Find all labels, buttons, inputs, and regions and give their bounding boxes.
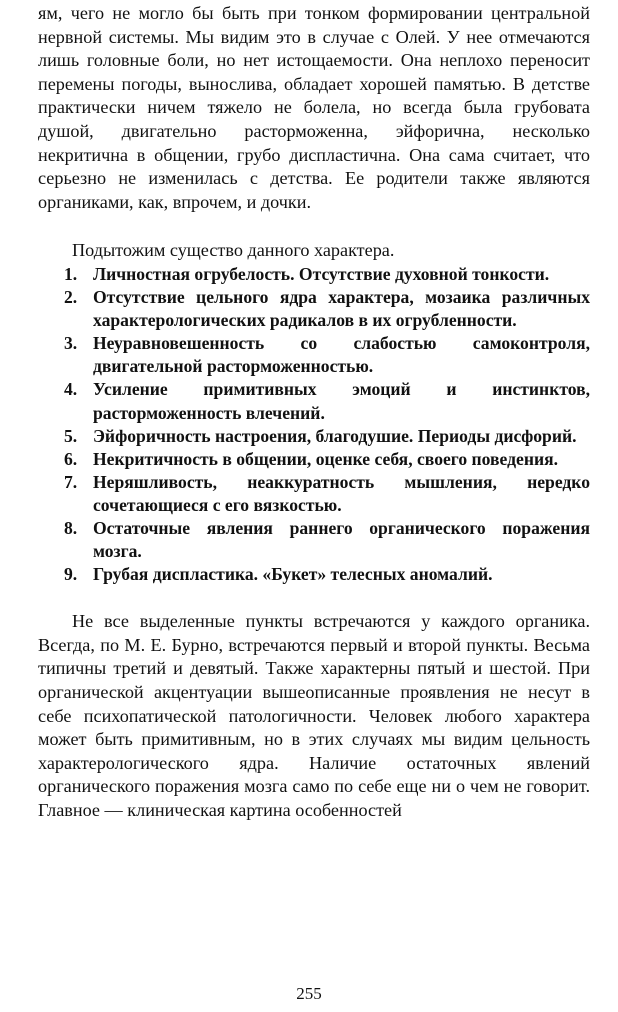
list-item-text: Усиление примитивных эмоций и инстинктов, расторможенность влечений. [93, 379, 590, 423]
list-item-number: 8. [64, 517, 78, 538]
page-body [38, 0, 590, 823]
list-item-text: Личностная огрубелость. Отсутствие духовной тонкости. [93, 263, 550, 284]
list-item-number: 2. [64, 287, 78, 308]
list-item [38, 378, 590, 424]
list-item [38, 517, 590, 563]
list-item-number: 6. [64, 448, 78, 469]
list-item-text: Отсутствие цельного ядра характера, мозаика различных характерологических радикалов в их огрубленности. [93, 287, 590, 331]
list-item [38, 263, 590, 286]
list-item-text: Эйфоричность настроения, благодушие. Периоды дисфорий. [93, 425, 577, 446]
list-item [38, 332, 590, 378]
list-item-number: 4. [64, 379, 78, 400]
list-item-text: Остаточные явления раннего органического поражения мозга. [93, 517, 590, 562]
list-item-number: 9. [64, 564, 78, 585]
list-item-number: 5. [64, 425, 78, 446]
paragraph-1: ям, чего не могло бы быть при тонком формировании центральной нервной системы. Мы видим это в случае с Олей. У нее отмечаются лишь головные боли, но нет истощаемости. Она неплохо переносит перемены погоды, выносливa, обладает хорошей памятью. В детстве практически ничем тяжело не болела, но всегда была грубовата душой, двигательно расторможенна, эйфорична, несколько некритична в общении, грубо диспластична. Она сама считает, что серьезно не изменилась с детства. Ее родители также являются органиками, как, впрочем, и дочки. [38, 3, 590, 212]
list-item [38, 563, 590, 586]
list-item [38, 425, 590, 448]
summary-list [38, 263, 590, 586]
list-item-number: 3. [64, 333, 78, 354]
summary-intro: Подытожим существо данного характера. [72, 240, 395, 261]
list-item-text: Неряшливость, неаккуратность мышления, нередко сочетающиеся с его вязкостью. [93, 471, 590, 515]
list-item-number: 1. [64, 263, 78, 284]
paragraph-3: Не все выделенные пункты встречаются у каждого органика. Всегда, по М. Е. Бурно, встречаются первый и второй пункты. Весьма типичны третий и девятый. Также характерны пятый и шестой. При органической акцентуации вышеописанные проявления не несут в себе психопатической патологичности. Человек любого характера может быть примитивным, но в этих случаях мы видим цельность характерологического ядра. Наличие остаточных явлений органического поражения мозга само по себе еще ни о чем не говорит. Главное — клиническая картина особенностей [38, 611, 590, 820]
list-item [38, 286, 590, 332]
list-item-number: 7. [64, 471, 78, 492]
list-item-text: Грубая диспластика. «Букет» телесных аномалий. [93, 564, 493, 585]
list-item-text: Неуравновешенность со слабостью самоконтроля, двигательной расторможенностью. [93, 333, 590, 377]
list-item-text: Некритичность в общении, оценке себя, своего поведения. [93, 448, 559, 469]
list-item [38, 471, 590, 517]
page-number: 255 [296, 984, 322, 1003]
list-item [38, 448, 590, 471]
